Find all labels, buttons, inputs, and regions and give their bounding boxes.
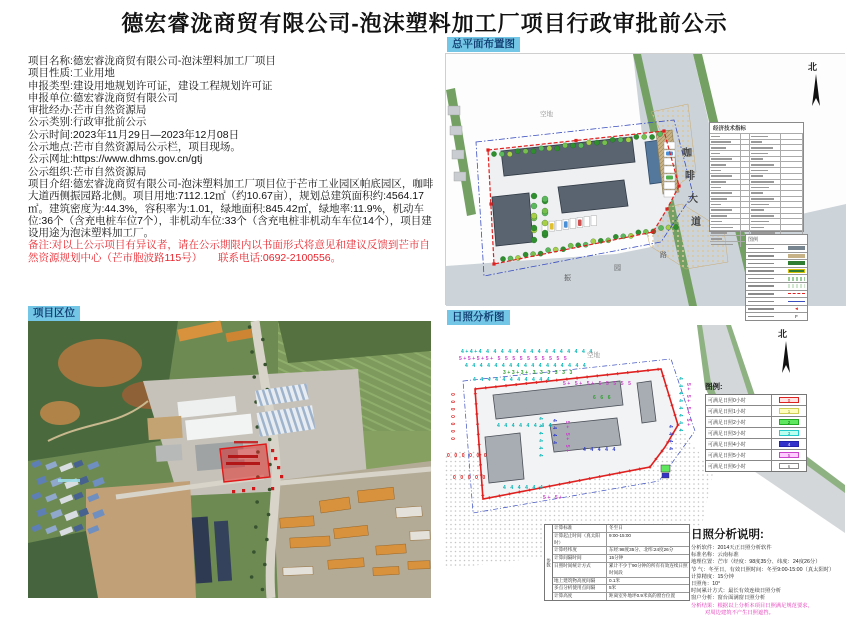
param-label: 计算经纬度 [553, 547, 607, 554]
info-line-3: 申报单位:德宏睿泷商贸有限公司 [28, 91, 178, 104]
siteplan-legend-row [746, 267, 807, 275]
econ-cell-text [711, 153, 720, 155]
legend-label-bar [748, 263, 774, 265]
econ-cell-text [711, 164, 726, 166]
econ-row [710, 213, 803, 219]
econ-cell [750, 225, 780, 230]
legend-swatch [788, 254, 805, 258]
sunshine-legend-swatch-cell [772, 452, 806, 458]
econ-cell-text [751, 181, 774, 183]
sunshine-legend-label: 可满足日照3小时 [706, 428, 772, 438]
econ-cell [781, 174, 803, 179]
econ-cell [710, 219, 741, 224]
param-side-label: 参数 [545, 525, 553, 600]
econ-cell [741, 197, 750, 202]
legend-label-bar [748, 285, 774, 287]
sunshine-value-row: 4+4+4 4 4 4 4 4 4 4 4 4 4 4 4 4 4 4 [461, 349, 594, 355]
econ-cell [781, 162, 803, 167]
sunshine-value-row: 4 4 4 4 [667, 425, 673, 452]
econ-cell-text [711, 181, 726, 183]
econ-cell-text [711, 215, 727, 217]
sunshine-legend-row [706, 460, 806, 471]
econ-cell [781, 185, 803, 190]
sunshine-legend-label: 可满足日照1小时 [706, 406, 772, 416]
econ-cell-text [751, 136, 767, 138]
sunshine-value-row: 4 4 4 4 4 4 4 4 4 4 4 4 4 4 4 4 4 [465, 363, 588, 369]
legend-label-bar [748, 255, 774, 257]
sunshine-value-row: 4 4 4 4 4 4 [503, 485, 545, 491]
econ-cell [741, 208, 750, 213]
param-row [553, 577, 689, 585]
param-row [553, 546, 689, 554]
econ-row [710, 139, 803, 145]
econ-cell [741, 174, 750, 179]
econ-row [710, 150, 803, 156]
econ-cell [741, 151, 750, 156]
econ-cell [710, 231, 741, 236]
legend-label-bar [748, 278, 774, 280]
econ-cell-text [711, 232, 727, 234]
econ-row [710, 218, 803, 224]
sunshine-value-row: 6 6 6 [593, 395, 613, 401]
legend-swatch: F [788, 315, 805, 319]
econ-cell-text [751, 141, 762, 143]
sunshine-notes [691, 526, 846, 617]
econ-cell [710, 202, 741, 207]
sunshine-result-line: 对周边建筑不产生日照遮挡。 [705, 609, 774, 616]
sunshine-notes-title: 日照分析说明: [691, 529, 764, 541]
project-info-block [28, 55, 440, 264]
project-intro: 项目介绍:德宏睿泷商贸有限公司-泡沫塑料加工厂项目位于芒市工业园区帕底园区，咖啡大道西侧振园路北侧。项目用地:7112.12㎡（约10.67亩），规划总建筑面积约:4564.17㎡。建筑密度为:44.3%，容积率为:1.01，绿地面积:845.42㎡，绿地率:11.9%，机动车位:36个（含充电桩车位7个），非机动车位:33个（含充电桩非机动车车位14个），项目建设用途为泡沫塑料加工厂。 [28, 177, 434, 240]
sunshine-result-line: 分析结果：根据以上分析本项目日照满足规范要求， [691, 602, 813, 609]
econ-cell-text [711, 192, 732, 194]
sunshine-legend-swatch-cell [772, 419, 806, 425]
sunshine-value-row: 4 4 4 4 4 4 4 4 [497, 423, 553, 429]
legend-label-bar [748, 316, 774, 318]
param-row [553, 554, 689, 562]
econ-cell [710, 162, 741, 167]
siteplan-legend-row [746, 290, 807, 298]
econ-cell-text [711, 170, 721, 172]
legend-swatch [788, 277, 805, 281]
siteplan-legend-row [746, 252, 807, 260]
sunshine-legend-row [706, 438, 806, 449]
satellite-map [28, 321, 431, 598]
sunshine-value-row: 4 4 4 4 4 4 4 4 [677, 377, 683, 433]
econ-cell [710, 157, 741, 162]
econ-row [710, 161, 803, 167]
siteplan-legend-title: 图例 [748, 237, 759, 243]
econ-cell [741, 145, 750, 150]
legend-swatch [788, 246, 805, 250]
econ-row [710, 179, 803, 185]
param-value: 15分钟 [609, 555, 624, 561]
econ-cell-text [751, 158, 762, 160]
econ-cell-text [711, 238, 722, 240]
econ-row [710, 173, 803, 179]
econ-cell [710, 197, 741, 202]
econ-cell [750, 168, 780, 173]
sunshine-param-table [544, 524, 690, 601]
info-line-2: 申报类型:建设用地规划许可证，建设工程规划许可证 [28, 79, 273, 92]
econ-cell [750, 208, 780, 213]
sunshine-legend-swatch: 4 [779, 441, 799, 447]
sunshine-value-row: 5+ 5+ 5+ 5+ [685, 383, 691, 428]
sunshine-note-line: 节 气：冬至日，有效日照时间：冬至9:00-15:00（真太阳时） [691, 566, 835, 573]
econ-cell [781, 214, 803, 219]
econ-cell [741, 180, 750, 185]
econ-cell [710, 225, 741, 230]
econ-cell [750, 157, 780, 162]
econ-cell [741, 168, 750, 173]
econ-cell [710, 208, 741, 213]
econ-cell [741, 214, 750, 219]
sunshine-legend-row [706, 449, 806, 460]
empty-land-label: 空地 [540, 111, 553, 118]
econ-cell [781, 151, 803, 156]
sunshine-note-line: 时间累计方式：最长有效连续日照分析 [691, 588, 782, 595]
econ-cell [750, 214, 780, 219]
econ-cell [710, 242, 741, 247]
legend-label-bar [748, 270, 774, 272]
sunshine-legend-label: 可满足日照4小时 [706, 439, 772, 449]
econ-cell [710, 185, 741, 190]
econ-cell [741, 162, 750, 167]
econ-cell [781, 134, 803, 139]
param-label: 日照时间统计方式 [553, 563, 607, 577]
sunshine-legend-row [706, 405, 806, 416]
econ-cell [781, 140, 803, 145]
econ-cell-text [711, 198, 727, 200]
param-value: 0.1米 [609, 577, 620, 583]
econ-cell-text [711, 141, 731, 143]
siteplan-legend-row [746, 312, 807, 320]
empty-land-label: 空地 [587, 352, 600, 359]
econ-cell-text [711, 158, 732, 160]
econ-cell-text [711, 136, 720, 138]
econ-cell [750, 151, 780, 156]
siteplan-legend-row [746, 305, 807, 313]
section-label-sunshine: 日照分析图 [447, 310, 510, 325]
econ-cell [781, 219, 803, 224]
sunshine-note-line: 分析软件：2014天正日照分析软件 [691, 545, 772, 551]
param-label: 多点分析使用点间隔 [553, 585, 607, 592]
econ-cell-text [751, 187, 768, 189]
svg-text:路: 路 [660, 252, 667, 259]
econ-row [710, 224, 803, 230]
legend-swatch [788, 293, 805, 294]
siteplan-legend-row [746, 274, 807, 282]
econ-cell-text [711, 209, 732, 211]
sunshine-legend-swatch-cell [772, 408, 806, 414]
legend-swatch [788, 261, 805, 265]
econ-cell-text [711, 204, 721, 206]
econ-cell-text [751, 175, 763, 177]
sunshine-legend-label: 可满足日照0小时 [706, 395, 772, 405]
param-value: 累计不少于90分钟的所有有效连续日照时间段 [609, 562, 688, 575]
sunshine-legend-swatch: 2 [779, 419, 799, 425]
econ-cell-text [751, 227, 764, 229]
page-title: 德宏睿泷商贸有限公司-泡沫塑料加工厂项目行政审批前公示 [121, 11, 728, 36]
econ-cell [750, 202, 780, 207]
econ-cell [741, 157, 750, 162]
sunshine-value-row: 5+ 5+ 5+ 5 5 5 5 5 [563, 381, 633, 387]
econ-cell-text [751, 209, 763, 211]
econ-cell [781, 180, 803, 185]
sunshine-legend-swatch-cell [772, 397, 806, 403]
econ-cell [781, 202, 803, 207]
siteplan-legend-row [746, 282, 807, 290]
econ-cell-text [751, 198, 774, 200]
econ-cell [750, 134, 780, 139]
param-label: 计算标准 [553, 525, 607, 532]
notice-remark: 备注:对以上公示项目有异议者，请在公示期限内以书面形式将意见和建议反馈到芒市自然资源规划中心（芒市胞波路115号） 联系电话:0692-2100556。 [28, 239, 430, 264]
econ-cell-text [751, 192, 763, 194]
economic-indicator-table [709, 122, 804, 232]
param-label: 计算高度 [553, 593, 607, 600]
econ-cell [741, 202, 750, 207]
econ-cell-text [751, 204, 769, 206]
legend-swatch [788, 269, 805, 273]
info-line-1: 项目性质:工业用地 [28, 67, 115, 80]
econ-cell-text [751, 153, 768, 155]
sunshine-legend-label: 可满足日照2小时 [706, 417, 772, 427]
econ-cell-text [751, 221, 769, 223]
econ-cell [781, 197, 803, 202]
param-value: 5米 [609, 585, 617, 591]
econ-cell [741, 219, 750, 224]
legend-label-bar [748, 293, 774, 295]
sunshine-legend-label: 可满足日照6小时 [706, 461, 772, 471]
section-label-location: 项目区位 [28, 306, 80, 321]
sunshine-legend-row [706, 427, 806, 438]
econ-cell [750, 191, 780, 196]
econ-cell [750, 185, 780, 190]
param-label: 计算起止时间（真太阳时） [553, 533, 607, 547]
legend-label-bar [748, 301, 774, 303]
sunshine-legend-title: 图例: [705, 382, 723, 391]
econ-cell [710, 145, 741, 150]
econ-cell [710, 134, 741, 139]
sunshine-value-row: 5+ 5+ [543, 495, 564, 501]
sunshine-value-row: 5+ 5+ 5+ [564, 421, 570, 454]
param-value: 距离室外地坪0.9米高的窗台位置 [609, 593, 676, 599]
sunshine-value-row: 4 4 4 4 4 4 4 4 4 4 4 [473, 377, 552, 383]
legend-swatch [788, 284, 805, 288]
econ-cell [781, 225, 803, 230]
siteplan-legend [745, 234, 808, 321]
info-line-9: 公示组织:芒市自然资源局 [28, 165, 147, 178]
econ-row [710, 156, 803, 162]
sunshine-value-row: 5+5+5+5+ 5 5 5 5 5 5 5 5 5 5 [459, 356, 569, 362]
econ-cell-text [711, 227, 733, 229]
param-row [553, 562, 689, 577]
econ-cell [750, 140, 780, 145]
econ-cell [741, 225, 750, 230]
econ-cell-text [711, 175, 732, 177]
info-line-6: 公示时间:2023年11月29日—2023年12月08日 [28, 128, 240, 141]
svg-text:大: 大 [688, 194, 698, 205]
sunshine-value-row: 0 0 0 0 0 [453, 475, 487, 481]
svg-text:道: 道 [691, 217, 701, 228]
econ-cell [710, 191, 741, 196]
econ-cell-text [711, 244, 733, 246]
econ-row [710, 201, 803, 207]
sunshine-value-row: 4 4 4 4 [551, 419, 557, 446]
econ-cell [750, 145, 780, 150]
sunshine-legend-swatch: 3 [779, 430, 799, 436]
econ-row [710, 144, 803, 150]
svg-text:园: 园 [614, 265, 621, 272]
sunshine-legend-swatch: 5 [779, 452, 799, 458]
economic-table-title: 经济技术指标 [713, 126, 747, 132]
econ-cell-text [751, 170, 768, 172]
econ-cell [710, 180, 741, 185]
econ-cell [741, 134, 750, 139]
legend-swatch: ◄ [788, 307, 805, 311]
siteplan-legend-row [746, 259, 807, 267]
svg-text:振: 振 [564, 275, 571, 282]
sunshine-note-line: 标准名称：云南标准 [691, 552, 739, 559]
econ-row [710, 167, 803, 173]
econ-cell [710, 168, 741, 173]
svg-text:咖: 咖 [682, 148, 692, 159]
param-value: 9:00-15:00 [609, 532, 631, 538]
param-row [553, 532, 689, 547]
sunshine-note-line: 窗户分析：窗台面满窗日照分析 [691, 595, 766, 602]
econ-row [710, 184, 803, 190]
svg-text:北: 北 [808, 62, 818, 72]
econ-cell-text [711, 221, 722, 223]
section-label-siteplan: 总平面布置图 [447, 37, 520, 52]
sunshine-legend-swatch-cell [772, 463, 806, 469]
param-value: 东经:98度35分、北纬:24度26分 [609, 547, 674, 553]
econ-cell [750, 219, 780, 224]
sunshine-legend-swatch: 6 [779, 463, 799, 469]
sunshine-legend-swatch-cell [772, 430, 806, 436]
siteplan-legend-row [746, 297, 807, 305]
econ-cell [741, 191, 750, 196]
param-row [553, 592, 689, 600]
param-label: 地上建筑物高度间隔 [553, 578, 607, 585]
econ-cell-text [751, 215, 774, 217]
sunshine-legend-swatch: 1 [779, 408, 799, 414]
sunshine-legend-swatch-cell [772, 441, 806, 447]
econ-cell [750, 180, 780, 185]
legend-swatch [788, 301, 805, 302]
econ-cell [781, 157, 803, 162]
sunshine-value-row: 0 0 0 0 0 0 0 [449, 393, 455, 442]
econ-row [710, 133, 803, 139]
sunshine-note-line: 计算精度：15分钟 [691, 573, 734, 580]
param-row [553, 584, 689, 592]
info-line-5: 公示类别:行政审批前公示 [28, 116, 147, 129]
sunshine-legend [705, 381, 807, 472]
info-line-0: 项目名称:德宏睿泷商贸有限公司-泡沫塑料加工厂项目 [28, 55, 276, 67]
econ-cell [750, 197, 780, 202]
location-map-figure [28, 321, 431, 598]
sunshine-value-row: 0 0 0 0 0 0 [447, 453, 489, 459]
econ-cell-text [751, 164, 773, 166]
econ-cell [781, 145, 803, 150]
econ-cell-text [711, 187, 721, 189]
siteplan-legend-row [746, 244, 807, 252]
econ-cell [741, 185, 750, 190]
svg-text:啡: 啡 [685, 171, 695, 182]
econ-cell [710, 214, 741, 219]
sunshine-value-row: 4 4 4 4 4 4 [537, 417, 543, 459]
econ-cell [710, 174, 741, 179]
sunshine-legend-label: 可满足日照5小时 [706, 450, 772, 460]
econ-cell [710, 151, 741, 156]
legend-label-bar [748, 248, 774, 250]
sunshine-legend-swatch: 0 [779, 397, 799, 403]
sunshine-legend-row [706, 416, 806, 427]
legend-label-bar [748, 308, 774, 310]
param-row [553, 525, 689, 532]
econ-row [710, 207, 803, 213]
econ-row [710, 196, 803, 202]
econ-cell [781, 191, 803, 196]
sunshine-value-row: 3+3+3+ 3 3 3 3 3 3 [503, 370, 574, 376]
info-line-4: 审批经办:芒市自然资源局 [28, 104, 147, 117]
econ-cell [750, 162, 780, 167]
econ-cell [710, 236, 741, 241]
info-line-8: 公示网址:https://www.dhms.gov.cn/gtj [28, 153, 203, 166]
econ-cell [781, 168, 803, 173]
param-value: 冬至日 [609, 525, 623, 530]
info-line-7: 公示地点:芒市自然资源局公示栏，项目现场。 [28, 141, 241, 154]
econ-cell [710, 140, 741, 145]
econ-cell [781, 208, 803, 213]
sunshine-value-row: 4 4 4 4 4 [583, 447, 617, 453]
econ-row [710, 190, 803, 196]
econ-cell-text [751, 147, 773, 149]
param-label: 计算间隔时间 [553, 555, 607, 562]
econ-cell-text [711, 147, 726, 149]
sunshine-legend-row [706, 395, 806, 405]
sunshine-figure [445, 325, 845, 616]
econ-cell [741, 140, 750, 145]
sunshine-note-line: 日照角：10° [691, 581, 721, 588]
econ-cell [750, 174, 780, 179]
sunshine-note-line: 地理位置：芒市（经度：98度35分、纬度：24度26分） [691, 559, 821, 566]
svg-text:北: 北 [778, 329, 788, 339]
info-lines [28, 55, 440, 178]
